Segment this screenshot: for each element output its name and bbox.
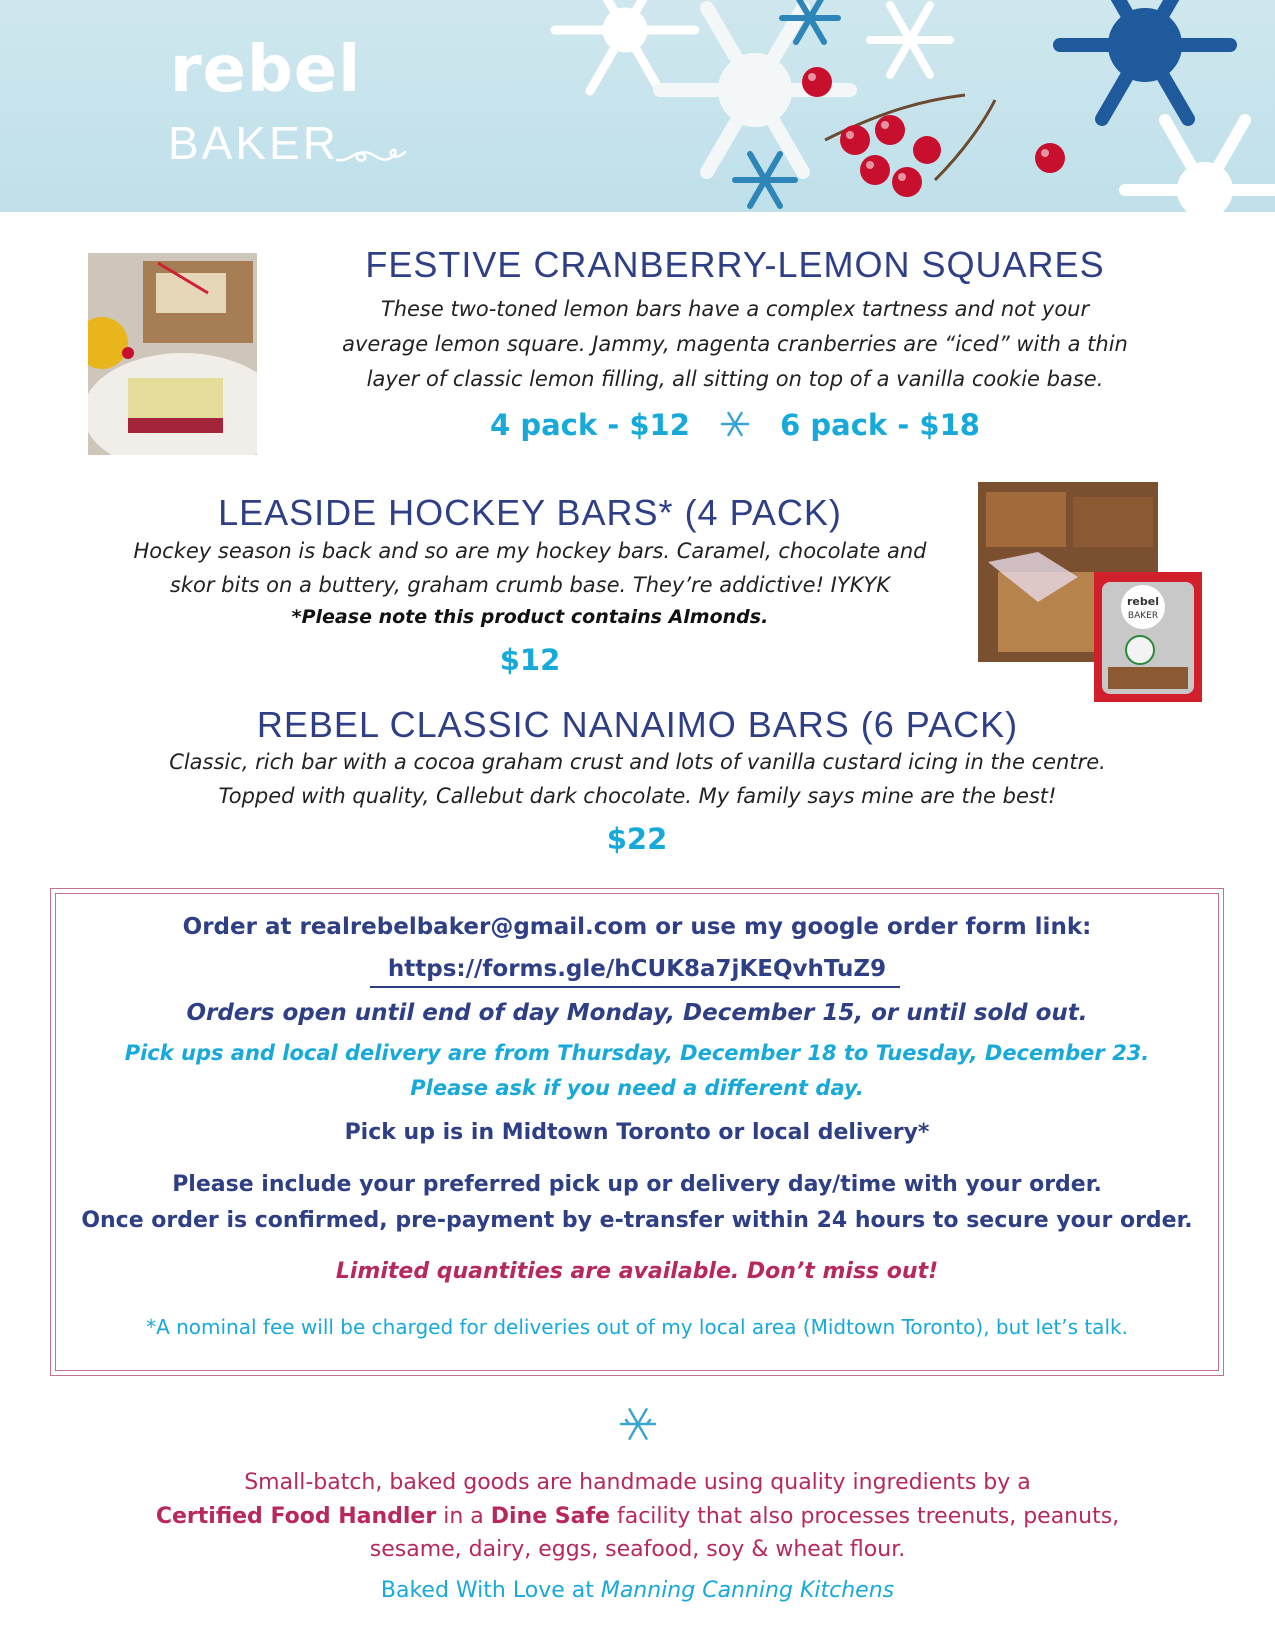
delivery-fee-note: *A nominal fee will be charged for deliveries out of my local area (Midtown Toronto), but let’s talk. (146, 1315, 1128, 1339)
header-banner (0, 0, 1275, 212)
snowflake-icon (555, 0, 695, 91)
logo-baker: BAKER (168, 117, 339, 169)
logo-rebel: rebel (170, 33, 362, 107)
snowflake-icon (735, 154, 795, 206)
pickup-dates: Pick ups and local delivery are from Thursday, December 18 to Tuesday, December 23. (124, 1041, 1150, 1065)
svg-text:BAKER: BAKER (1127, 611, 1159, 621)
baked-with-love: Baked With Love at (380, 1578, 601, 1603)
svg-text:rebel: rebel (1127, 595, 1159, 608)
price-nanaimo-bars: $22 (606, 822, 668, 856)
order-form-link[interactable]: https://forms.gle/hCUK8a7jKEQvhTuZ9 (387, 956, 887, 982)
allergen-note-almonds: *Please note this product contains Almonds. (291, 606, 769, 628)
price-4-pack: 4 pack - $12 (490, 408, 690, 442)
footer-line-1: Small-batch, baked goods are handmade using quality ingredients by a (244, 1470, 1031, 1495)
logo-swirl-icon (335, 140, 415, 170)
product-description-nanaimo-bars (60, 745, 1215, 813)
dine-safe: Dine Safe (490, 1504, 610, 1529)
certified-food-handler: Certified Food Handler (155, 1504, 437, 1529)
snowflake-cranberry-decoration (515, 0, 1275, 212)
hockey-bar-photo (978, 482, 1202, 702)
product-photo-hockey-bars (978, 482, 1202, 702)
product-photo-cranberry-lemon (88, 253, 257, 455)
kitchen-name: Manning Canning Kitchens (600, 1578, 895, 1603)
description-line: average lemon square. Jammy, magenta cranberries are “iced” with a thin (342, 332, 1128, 356)
footer-text: in a (436, 1504, 491, 1529)
description-line: layer of classic lemon filling, all sitting on top of a vanilla cookie base. (366, 367, 1104, 391)
footer-line-4 (0, 1578, 1275, 1603)
footer-line-3: sesame, dairy, eggs, seafood, soy & wheat flour. (369, 1537, 906, 1562)
description-line: Topped with quality, Callebut dark chocolate. My family says mine are the best! (218, 784, 1057, 808)
pickup-location: Pick up is in Midtown Toronto or local delivery* (344, 1120, 930, 1145)
order-email-line: Order at realrebelbaker@gmail.com or use my google order form link: (182, 914, 1092, 940)
order-deadline: Orders open until end of day Monday, December 15, or until sold out. (186, 1000, 1088, 1026)
snowflake-icon (870, 5, 950, 75)
description-line: Hockey season is back and so are my hockey bars. Caramel, chocolate and (133, 539, 927, 563)
snowflake-icon (1060, 0, 1230, 119)
description-line: skor bits on a buttery, graham crumb base. They’re addictive! IYKYK (169, 573, 891, 597)
order-instructions-2: Once order is confirmed, pre-payment by e-transfer within 24 hours to secure your order. (81, 1208, 1193, 1233)
product-title-nanaimo-bars: REBEL CLASSIC NANAIMO BARS (6 PACK) (256, 704, 1019, 745)
price-hockey-bars: $12 (499, 643, 561, 677)
order-instructions-1: Please include your preferred pick up or delivery day/time with your order. (172, 1172, 1102, 1197)
product-description-hockey-bars (70, 534, 990, 602)
snowflake-icon (1125, 120, 1275, 212)
product-title-cranberry-lemon: FESTIVE CRANBERRY-LEMON SQUARES (365, 244, 1105, 285)
product-title-hockey-bars: LEASIDE HOCKEY BARS* (4 PACK) (218, 492, 842, 533)
pickup-ask: Please ask if you need a different day. (410, 1076, 864, 1100)
price-6-pack: 6 pack - $18 (780, 408, 980, 442)
lemon-square-photo (88, 253, 257, 455)
description-line: Classic, rich bar with a cocoa graham crust and lots of vanilla custard icing in the centre. (169, 750, 1106, 774)
product-description-cranberry-lemon (280, 292, 1190, 397)
price-row-cranberry-lemon (296, 408, 1174, 442)
limited-quantities: Limited quantities are available. Don’t miss out! (335, 1259, 939, 1284)
description-line: These two-toned lemon bars have a complex tartness and not your (380, 297, 1090, 321)
link-underline (370, 986, 900, 988)
footer-line-2 (0, 1504, 1275, 1529)
snowflake-icon (720, 409, 750, 439)
footer-text: facility that also processes treenuts, peanuts, (609, 1504, 1120, 1529)
snowflake-icon (618, 1404, 658, 1444)
